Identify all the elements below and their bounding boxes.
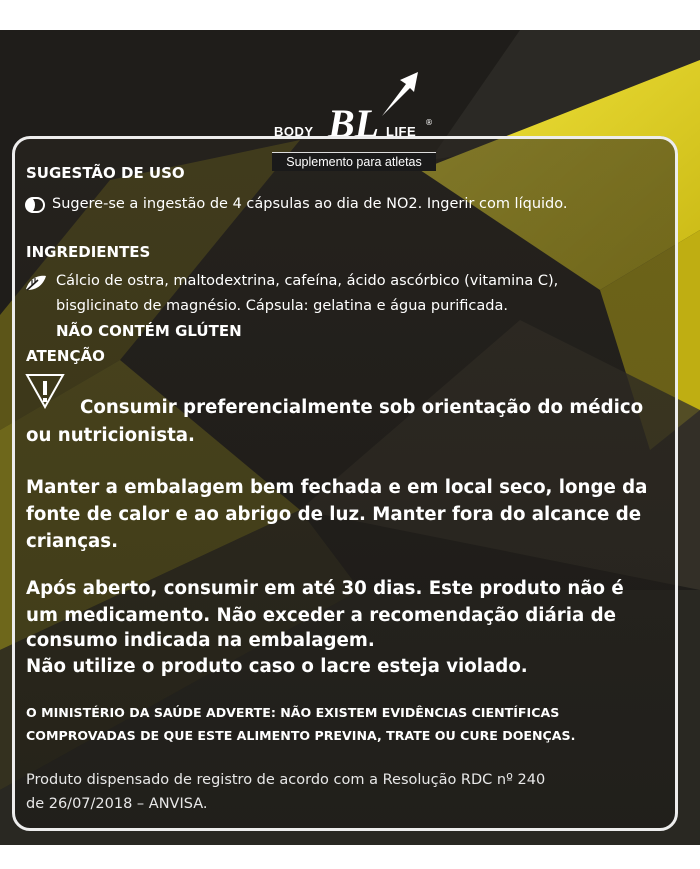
attention-p3-line-1: Após aberto, consumir em até 30 dias. Este produto não é	[26, 578, 624, 599]
leaf-icon	[24, 273, 48, 293]
attention-heading: ATENÇÃO	[26, 347, 105, 365]
capsule-icon	[25, 197, 45, 213]
product-label	[0, 30, 700, 845]
attention-p2-line-2: fonte de calor e ao abrigo de luz. Manter fora do alcance de	[26, 504, 642, 525]
ministry-warning-line-1: O MINISTÉRIO DA SAÚDE ADVERTE: NÃO EXISTEM EVIDÊNCIAS CIENTÍFICAS	[26, 705, 560, 720]
attention-p1-line-1: Consumir preferencialmente sob orientação do médico	[80, 397, 644, 418]
usage-text: Sugere-se a ingestão de 4 cápsulas ao dia de NO2. Ingerir com líquido.	[52, 196, 568, 212]
usage-heading: SUGESTÃO DE USO	[26, 164, 185, 182]
ingredients-line-1: Cálcio de ostra, maltodextrina, cafeína, ácido ascórbico (vitamina C),	[56, 273, 559, 289]
warning-triangle-icon	[25, 373, 65, 409]
attention-p2-line-1: Manter a embalagem bem fechada e em local seco, longe da	[26, 477, 648, 498]
brand-tagline: Suplemento para atletas	[272, 152, 436, 171]
registration-line-2: de 26/07/2018 – ANVISA.	[26, 796, 208, 812]
brand-monogram: BL	[328, 101, 380, 146]
ingredients-line-2: bisglicinato de magnésio. Cápsula: gelatina e água purificada.	[56, 298, 508, 314]
attention-p3-line-2: um medicamento. Não exceder a recomendação diária de	[26, 605, 616, 626]
brand-life-word: LIFE	[386, 124, 417, 139]
attention-p1-line-2: ou nutricionista.	[26, 425, 195, 446]
registered-mark: ®	[425, 118, 433, 127]
ingredients-heading: INGREDIENTES	[26, 243, 151, 261]
gluten-notice: NÃO CONTÉM GLÚTEN	[56, 322, 242, 340]
attention-p3-line-3: consumo indicada na embalagem.	[26, 630, 375, 651]
ministry-warning-line-2: COMPROVADAS DE QUE ESTE ALIMENTO PREVINA, TRATE OU CURE DOENÇAS.	[26, 728, 576, 743]
attention-p3-line-4: Não utilize o produto caso o lacre esteja violado.	[26, 656, 528, 677]
attention-p2-line-3: crianças.	[26, 531, 118, 552]
registration-line-1: Produto dispensado de registro de acordo com a Resolução RDC nº 240	[26, 772, 546, 788]
brand-body-word: BODY	[274, 124, 314, 139]
